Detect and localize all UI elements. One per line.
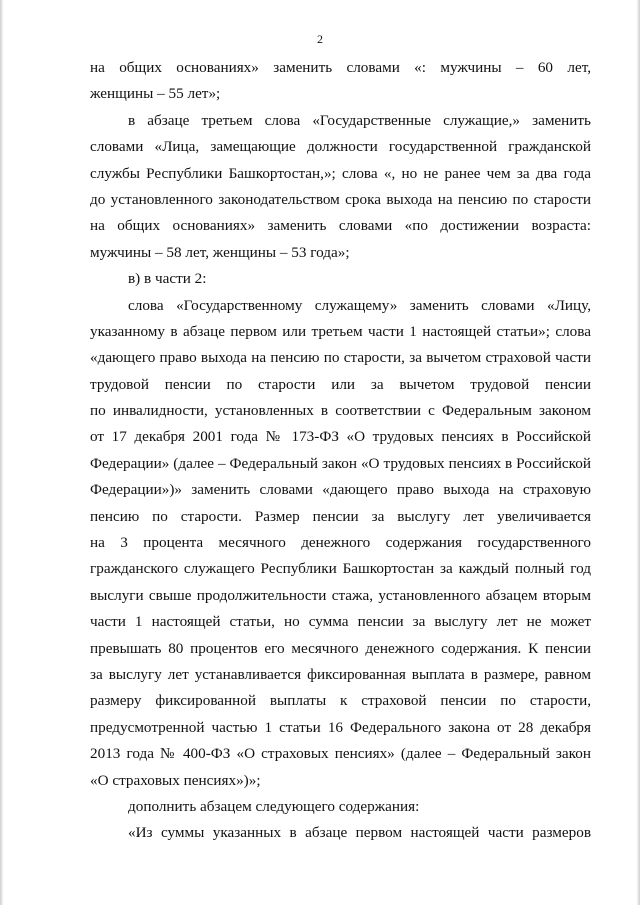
text-line: указанному в абзаце первом или третьем части 1 настоящей статьи»; слова (90, 322, 591, 340)
text-line: размеру фиксированной выплаты к страховой пенсии по старости, (90, 692, 591, 710)
text-line: от 17 декабря 2001 года № 173-ФЗ «О трудовых пенсиях в Российской (90, 428, 591, 446)
text-line: словами «Лица, замещающие должности государственной гражданской (90, 138, 591, 156)
text-line: за выслугу лет устанавливается фиксированная выплата в размере, равном (90, 665, 591, 683)
text-line: 2013 года № 400-ФЗ «О страховых пенсиях» (далее – Федеральный закон (90, 745, 591, 763)
text-line: выслуги свыше продолжительности стажа, установленного абзацем вторым (90, 586, 591, 604)
text-line: в абзаце третьем слова «Государственные служащие,» заменить (128, 111, 591, 129)
text-line: «дающего право выхода на пенсию по старости, за вычетом страховой части (90, 349, 591, 367)
text-line: женщины – 55 лет»; (90, 85, 221, 103)
scan-edge-left (0, 0, 3, 905)
text-line: мужчины – 58 лет, женщины – 53 года»; (90, 243, 350, 261)
text-line: «Из суммы указанных в абзаце первом настоящей части размеров (128, 824, 591, 842)
text-line: пенсию по старости. Размер пенсии за выслугу лет увеличивается (90, 507, 591, 525)
text-line: гражданского служащего Республики Башкортостан за каждый полный год (90, 560, 591, 578)
text-line: превышать 80 процентов его месячного денежного содержания. К пенсии (90, 639, 591, 657)
text-line: «О страховых пенсиях»)»; (90, 771, 261, 789)
text-line: на общих основаниях» заменить словами «: мужчины – 60 лет, (90, 59, 591, 76)
text-line: Федерации»)» заменить словами «дающего право выхода на страховую (90, 481, 591, 499)
text-line: предусмотренной частью 1 статьи 16 Федерального закона от 28 декабря (90, 718, 591, 736)
text-line: Федерации» (далее – Федеральный закон «О трудовых пенсиях в Российской (90, 454, 591, 472)
text-line: части 1 настоящей статьи, но сумма пенсии за выслугу лет не может (90, 613, 591, 631)
document-body (90, 55, 591, 847)
text-line: службы Республики Башкортостан,»; слова «, но не ранее чем за два года (90, 164, 591, 182)
text-line: в) в части 2: (128, 270, 207, 288)
text-line: на общих основаниях» заменить словами «по достижении возраста: (90, 217, 591, 235)
page-number: 2 (317, 32, 323, 46)
text-line: трудовой пенсии по старости или за вычетом трудовой пенсии (90, 375, 591, 393)
text-line: слова «Государственному служащему» заменить словами «Лицу, (128, 296, 591, 314)
text-line: на 3 процента месячного денежного содержания государственного (90, 534, 591, 552)
text-line: до установленного законодательством срока выхода на пенсию по старости (90, 190, 591, 208)
text-line: дополнить абзацем следующего содержания: (128, 797, 420, 815)
text-line: по инвалидности, установленных в соответствии с Федеральным законом (90, 402, 591, 420)
